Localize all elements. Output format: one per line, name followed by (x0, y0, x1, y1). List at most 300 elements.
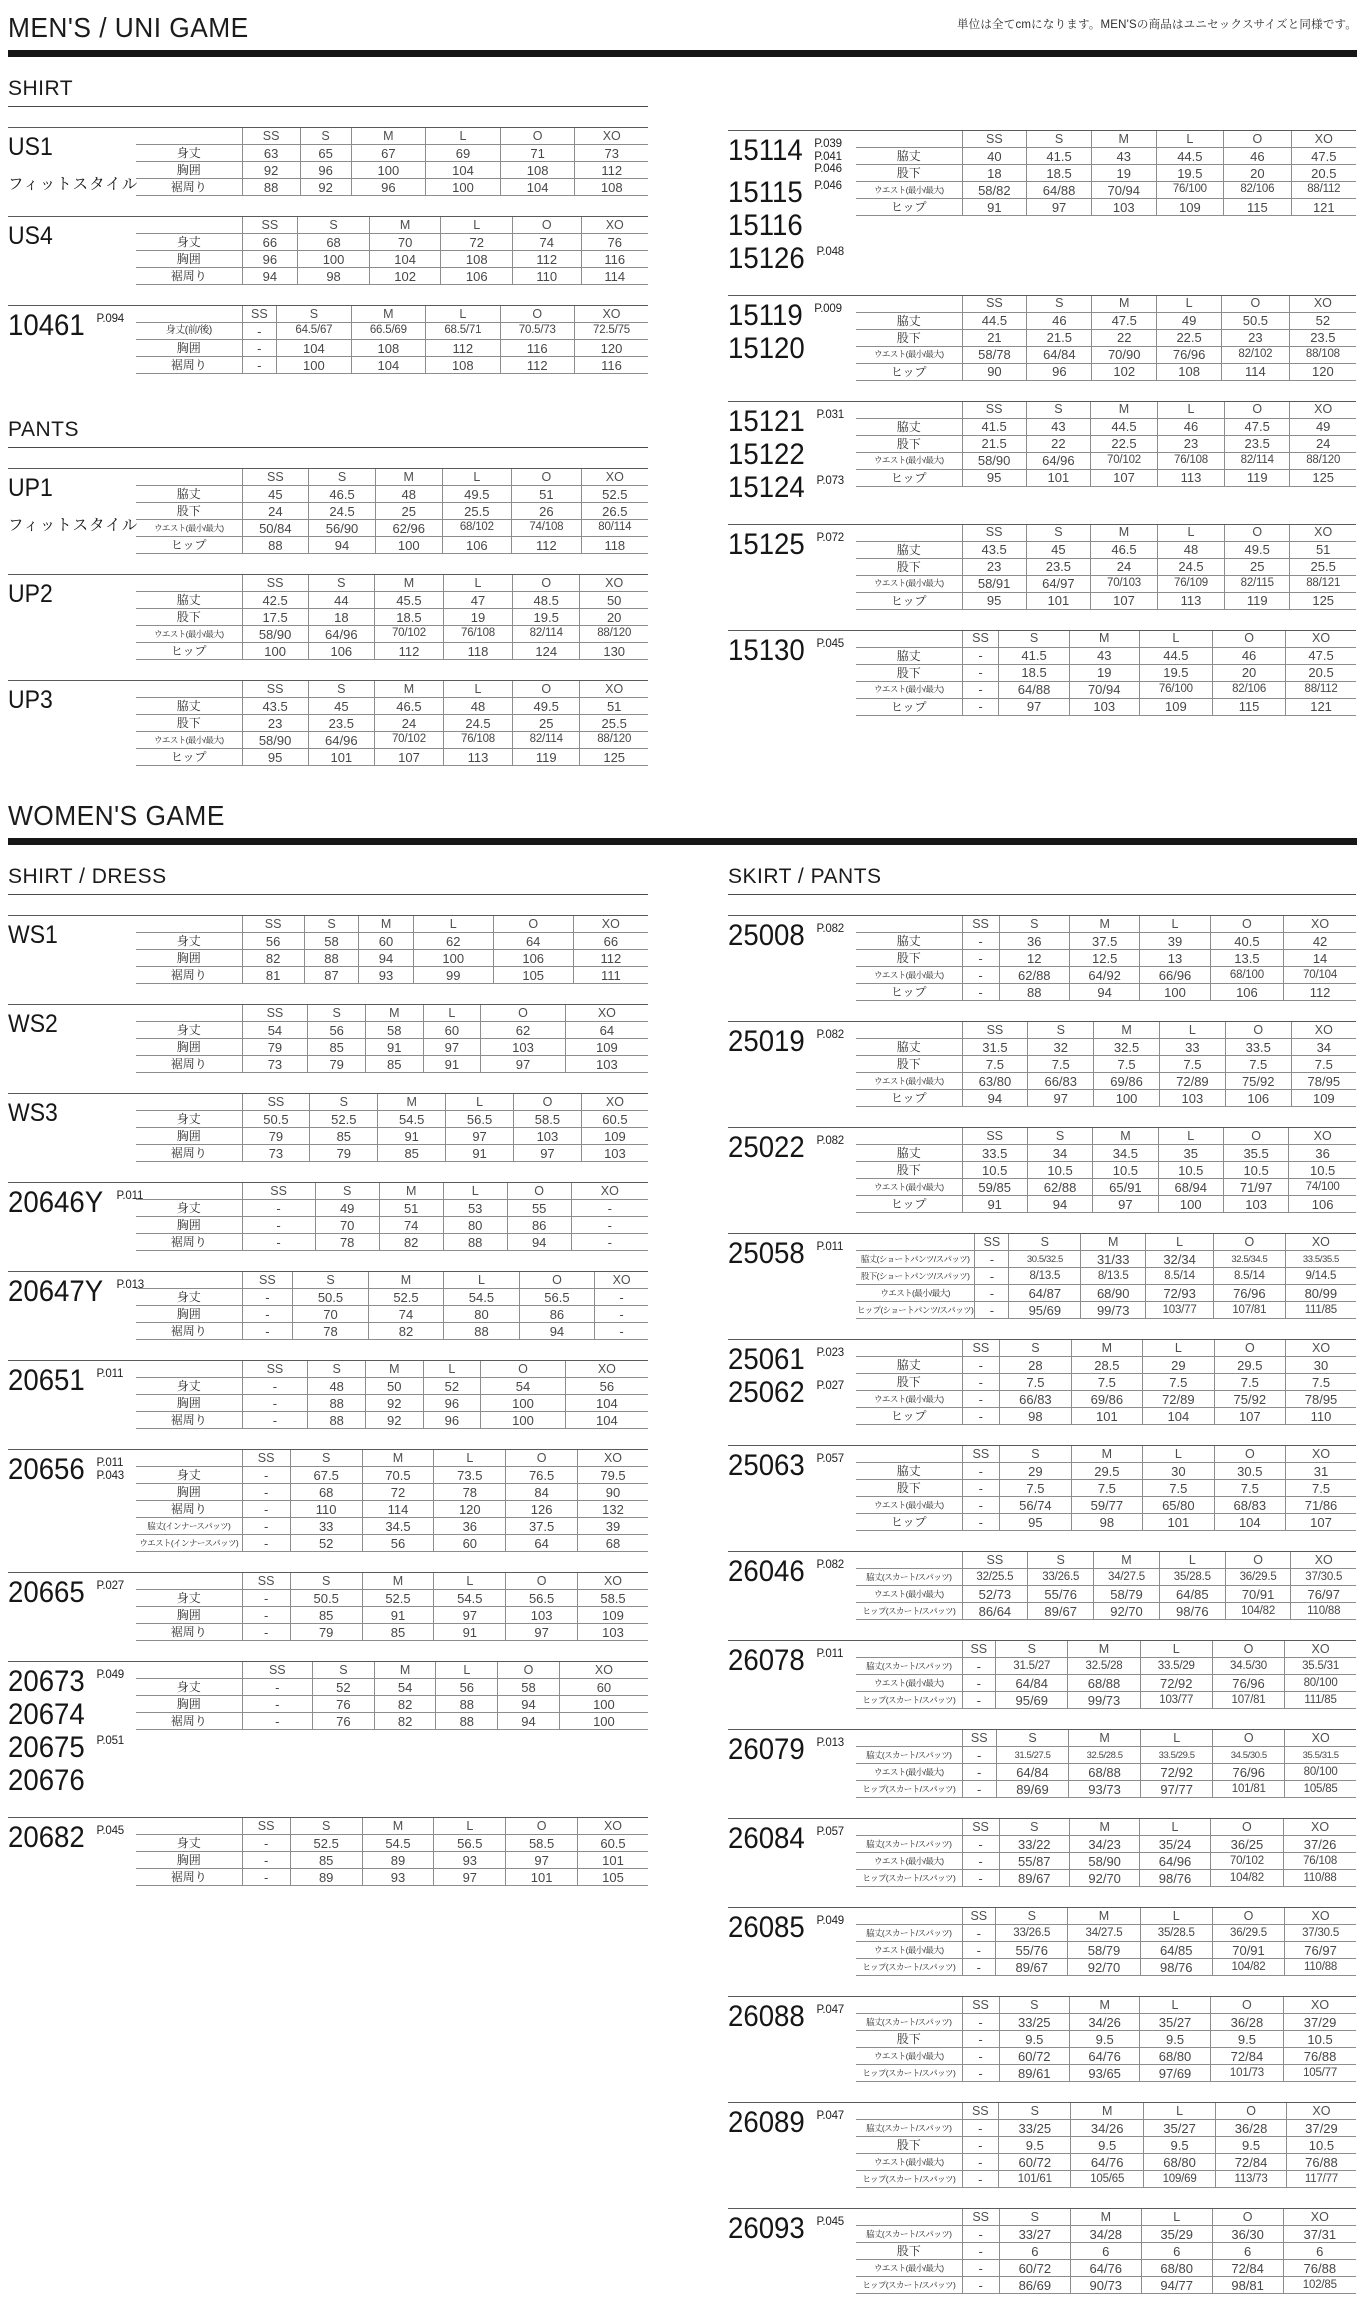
size-header-cell: XO (574, 306, 648, 323)
size-value-cell: 105/65 (1071, 2171, 1143, 2188)
measure-row (856, 1747, 1356, 1764)
size-table-body (136, 234, 648, 285)
size-value-cell: 78 (434, 1484, 506, 1501)
product-block (8, 1182, 648, 1251)
code-row (728, 242, 856, 275)
size-table (136, 1272, 648, 1340)
size-header-corner (136, 1662, 242, 1679)
measure-label: 身丈 (136, 1022, 242, 1039)
measure-row (856, 1692, 1356, 1709)
measure-row (856, 1391, 1356, 1408)
size-value-cell: 92/70 (1068, 1959, 1140, 1976)
size-value-cell: 106 (1210, 984, 1283, 1001)
size-value-cell: 70.5 (362, 1467, 434, 1484)
size-value-cell: 10.5 (1286, 2137, 1356, 2154)
size-value-cell: 19 (1091, 165, 1156, 182)
page-ref: P.094 (96, 313, 125, 326)
page-ref: P.039 (814, 138, 842, 151)
size-value-cell: 74 (513, 234, 582, 251)
measure-row (856, 2226, 1356, 2243)
size-header-row (856, 1819, 1356, 1836)
size-table-head (856, 525, 1356, 542)
size-header-cell: M (369, 217, 441, 234)
size-value-cell: 98/76 (1140, 1959, 1212, 1976)
size-header-cell: O (1225, 1022, 1291, 1039)
size-value-cell: 106 (442, 537, 512, 554)
measure-row (136, 1852, 648, 1869)
size-header-cell: O (1225, 1552, 1291, 1569)
measure-row (856, 469, 1356, 486)
measure-row (136, 1467, 648, 1484)
size-table-head (856, 402, 1356, 419)
product-code: 15124 (728, 470, 805, 504)
product-block (728, 1339, 1356, 1425)
size-value-cell: 107 (1286, 1514, 1356, 1531)
size-value-cell: 43 (1026, 418, 1090, 435)
product-codes (728, 296, 856, 365)
size-value-cell: - (571, 1200, 648, 1217)
size-value-cell: 24.5 (309, 503, 376, 520)
measure-label: ヒップ (856, 1408, 962, 1425)
size-table (856, 1128, 1356, 1213)
size-value-cell: 24.5 (443, 715, 512, 732)
size-header-cell: O (1214, 1340, 1285, 1357)
size-value-cell: 9.5 (999, 2137, 1071, 2154)
size-header-cell: O (1222, 296, 1290, 313)
size-value-cell: 70/104 (1284, 967, 1356, 984)
product-codes (8, 681, 136, 717)
size-header-cell: O (514, 1094, 582, 1111)
product-block (728, 524, 1356, 610)
size-header-row (856, 1128, 1356, 1145)
size-value-cell: 54.5 (378, 1111, 446, 1128)
size-value-cell: 80/100 (1285, 1675, 1356, 1692)
measure-label: 胸囲 (136, 1395, 242, 1412)
size-value-cell: 94 (1069, 984, 1139, 1001)
size-value-cell: 113/73 (1216, 2171, 1287, 2188)
measure-label: ウエスト(最小/最大) (856, 182, 962, 199)
measure-row (856, 165, 1356, 182)
measure-label: 脇丈 (856, 418, 962, 435)
size-header-cell: M (1094, 1552, 1160, 1569)
size-value-cell: 73 (242, 1056, 308, 1073)
size-header-cell: S (304, 916, 358, 933)
page-ref: P.082 (816, 1029, 845, 1042)
size-value-cell: 103 (481, 1039, 566, 1056)
size-value-cell: 8.5/14 (1213, 1268, 1285, 1285)
size-value-cell: 59/85 (962, 1179, 1027, 1196)
size-value-cell: 79 (242, 1039, 308, 1056)
measure-row (856, 363, 1356, 380)
size-value-cell: 10.5 (1289, 1162, 1356, 1179)
size-value-cell: 70.5/73 (500, 323, 574, 340)
size-value-cell: 113 (1158, 592, 1225, 609)
size-value-cell: 120 (434, 1501, 506, 1518)
size-value-cell: 76/108 (443, 732, 512, 749)
size-header-cell: S (1028, 1022, 1094, 1039)
size-header-cell: O (500, 128, 575, 145)
measure-label: 胸囲 (136, 251, 242, 268)
size-value-cell: 78/95 (1291, 1073, 1356, 1090)
product-block (728, 1818, 1356, 1887)
size-value-cell: 66 (242, 234, 298, 251)
size-value-cell: 76.5 (506, 1467, 578, 1484)
measure-row (136, 1607, 648, 1624)
size-value-cell: 43 (1069, 647, 1139, 664)
size-header-cell: M (378, 1094, 446, 1111)
size-value-cell: 118 (581, 537, 648, 554)
size-header-cell: O (1213, 1234, 1285, 1251)
product-codes (728, 2209, 856, 2245)
size-header-cell: O (507, 1183, 571, 1200)
size-value-cell: 50 (580, 592, 648, 609)
size-value-cell: 34/26 (1069, 2014, 1139, 2031)
size-value-cell: 88/120 (1290, 452, 1356, 469)
measure-label: 身丈 (136, 1835, 242, 1852)
size-value-cell: 30.5 (1214, 1463, 1285, 1480)
product-block (728, 1127, 1356, 1213)
size-value-cell: 46 (1212, 647, 1285, 664)
size-value-cell: - (962, 2137, 999, 2154)
size-value-cell: 64/96 (308, 626, 374, 643)
size-header-cell: S (308, 1361, 366, 1378)
size-value-cell: 97 (506, 1852, 578, 1869)
size-header-cell: XO (1290, 402, 1356, 419)
product-block (8, 1449, 648, 1552)
product-block (728, 1729, 1356, 1798)
size-value-cell: 87 (304, 967, 358, 984)
product-code: 26088 (728, 2000, 805, 2034)
size-header-cell: O (513, 575, 580, 592)
product-code: 25022 (728, 1131, 805, 1165)
size-value-cell: 64/84 (996, 1764, 1068, 1781)
measure-row (856, 1925, 1356, 1942)
measure-row (136, 732, 648, 749)
size-header-cell: L (1158, 1128, 1223, 1145)
size-value-cell: 119 (1225, 592, 1290, 609)
size-value-cell: 25.5 (1290, 558, 1356, 575)
size-value-cell: 64/92 (1069, 967, 1139, 984)
measure-row (856, 984, 1356, 1001)
size-value-cell: 88/112 (1286, 681, 1356, 698)
page-ref: P.009 (814, 302, 842, 315)
size-value-cell: 107 (374, 749, 443, 766)
product-codes (8, 128, 139, 194)
size-value-cell: 52.5 (310, 1111, 378, 1128)
product-block (728, 1233, 1356, 1319)
measure-label: 股下 (856, 664, 962, 681)
size-value-cell: 98 (1000, 1408, 1071, 1425)
size-value-cell: 45.5 (374, 592, 443, 609)
size-value-cell: 46.5 (1091, 541, 1158, 558)
size-value-cell: 58.5 (514, 1111, 582, 1128)
size-table (856, 1641, 1356, 1709)
size-value-cell: 107/81 (1212, 1692, 1284, 1709)
size-value-cell: 117/77 (1286, 2171, 1356, 2188)
size-value-cell: 7.5 (1159, 1056, 1225, 1073)
size-value-cell: 41.5 (999, 647, 1069, 664)
size-value-cell: 33.5/29.5 (1141, 1747, 1213, 1764)
subsection-spacer (728, 77, 1356, 110)
size-value-cell: 19 (443, 609, 512, 626)
size-header-cell: O (1223, 1128, 1288, 1145)
size-value-cell: 88 (436, 1696, 498, 1713)
size-value-cell: 95/69 (996, 1692, 1068, 1709)
size-value-cell: 111/85 (1285, 1692, 1356, 1709)
size-header-cell: L (434, 1818, 506, 1835)
size-value-cell: 30.5/32.5 (1009, 1251, 1081, 1268)
measure-row (856, 2065, 1356, 2082)
size-header-cell: XO (565, 1361, 648, 1378)
measure-row (136, 179, 648, 196)
size-value-cell: 72/84 (1212, 2260, 1283, 2277)
size-value-cell: 97 (423, 1039, 481, 1056)
size-value-cell: 59/77 (1071, 1497, 1142, 1514)
size-value-cell: 24 (242, 503, 309, 520)
measure-label: ウエスト(最小/最大) (856, 1853, 962, 1870)
size-value-cell: 41.5 (1027, 148, 1092, 165)
measure-row (136, 1484, 648, 1501)
size-header-cell: SS (962, 1908, 996, 1925)
product-code: 20682 (8, 1821, 85, 1855)
size-table-head (136, 575, 648, 592)
measure-label: 股下 (856, 2243, 962, 2260)
size-header-cell: M (1069, 1819, 1139, 1836)
size-value-cell: 7.5 (1214, 1374, 1285, 1391)
size-value-cell: 50.5 (242, 1111, 310, 1128)
measure-label: 脇丈 (136, 698, 242, 715)
size-value-cell: 10.5 (1027, 1162, 1092, 1179)
size-header-corner (856, 1997, 962, 2014)
measure-label: 身丈 (136, 1111, 242, 1128)
size-value-cell: - (962, 2031, 999, 2048)
measure-label: ヒップ (136, 537, 242, 554)
product-code: 25019 (728, 1025, 805, 1059)
page-refs (96, 1731, 124, 1748)
measure-label: 身丈 (136, 1590, 242, 1607)
product-block (8, 915, 648, 984)
size-header-corner (856, 131, 962, 148)
size-value-cell: 30 (1143, 1463, 1214, 1480)
measure-label: ヒップ(スカート/スパッツ) (856, 1870, 962, 1887)
size-header-row (856, 1997, 1356, 2014)
size-value-cell: 18 (962, 165, 1027, 182)
page-ref: P.082 (816, 1135, 845, 1148)
size-value-cell: 58 (304, 933, 358, 950)
product-code: 15120 (728, 331, 805, 365)
size-header-corner (856, 631, 962, 648)
measure-label: 裾周り (136, 1056, 242, 1073)
measure-row (856, 1853, 1356, 1870)
measure-row (856, 1145, 1356, 1162)
size-header-corner (136, 469, 242, 486)
size-table (856, 402, 1356, 487)
product-block (728, 630, 1356, 716)
size-value-cell: - (242, 1395, 308, 1412)
size-value-cell: 49 (1290, 418, 1356, 435)
size-value-cell: 106 (441, 268, 513, 285)
page-refs (816, 919, 844, 936)
product-code: 15115 (728, 175, 803, 209)
size-header-cell: O (500, 306, 574, 323)
size-value-cell: 33 (290, 1518, 362, 1535)
size-value-cell: 64/88 (1027, 182, 1092, 199)
size-value-cell: - (962, 933, 999, 950)
size-value-cell: - (242, 1713, 313, 1730)
size-value-cell: 111/85 (1285, 1302, 1356, 1319)
size-header-cell: SS (962, 2209, 999, 2226)
size-value-cell: 56/74 (1000, 1497, 1071, 1514)
size-value-cell: - (242, 1234, 315, 1251)
product-codes (728, 1997, 856, 2033)
size-value-cell: 54 (481, 1378, 566, 1395)
size-value-cell: 101 (1071, 1408, 1142, 1425)
size-value-cell: 62/88 (1027, 1179, 1092, 1196)
measure-label: 脇丈(スカート/スパッツ) (856, 2226, 962, 2243)
size-value-cell: 64/85 (1140, 1942, 1212, 1959)
size-header-cell: L (1143, 2103, 1215, 2120)
size-value-cell: 99/73 (1081, 1302, 1146, 1319)
size-value-cell: - (962, 2120, 999, 2137)
size-value-cell: 43.5 (962, 541, 1026, 558)
size-value-cell: 108 (500, 162, 575, 179)
size-header-cell: L (1159, 1022, 1225, 1039)
size-value-cell: 63/80 (962, 1073, 1028, 1090)
size-value-cell: - (242, 340, 277, 357)
measure-label: ウエスト(最小/最大) (856, 575, 962, 592)
product-block (8, 305, 648, 374)
size-value-cell: 114 (362, 1501, 434, 1518)
size-value-cell: 66/83 (1028, 1073, 1094, 1090)
size-value-cell: - (962, 967, 999, 984)
size-value-cell: 54.5 (434, 1590, 506, 1607)
size-header-cell: XO (1286, 1340, 1356, 1357)
size-value-cell: 79 (308, 1056, 366, 1073)
size-header-corner (136, 1573, 242, 1590)
size-value-cell: 99 (413, 967, 493, 984)
section-title: WOMEN'S GAME (8, 800, 225, 832)
size-value-cell: 95 (962, 469, 1026, 486)
size-value-cell: 103 (506, 1607, 578, 1624)
size-header-row (136, 681, 648, 698)
size-header-cell: O (1212, 2209, 1283, 2226)
size-header-cell: XO (1284, 916, 1356, 933)
size-value-cell: 71 (500, 145, 575, 162)
size-value-cell: 82 (374, 1696, 436, 1713)
product-code: 15121 (728, 404, 805, 438)
size-table-body (136, 1289, 648, 1340)
size-header-row (136, 128, 648, 145)
measure-label: ウエスト(最小/最大) (136, 626, 242, 643)
size-value-cell: - (962, 1747, 996, 1764)
size-value-cell: - (962, 1870, 999, 1887)
size-value-cell: 23.5 (1026, 558, 1090, 575)
size-header-corner (136, 1005, 242, 1022)
column (728, 865, 1356, 2294)
size-value-cell: 21 (962, 329, 1027, 346)
product-codes (8, 1272, 145, 1309)
size-value-cell: 82 (379, 1234, 443, 1251)
size-value-cell: 119 (1225, 469, 1290, 486)
size-chart-content (8, 12, 1369, 2294)
size-value-cell: 36 (1289, 1145, 1356, 1162)
product-code: UP1 (8, 474, 53, 503)
size-value-cell: 19 (1069, 664, 1139, 681)
size-table-body (856, 1251, 1356, 1319)
size-value-cell: 89/69 (996, 1781, 1068, 1798)
size-value-cell: 58/78 (962, 346, 1027, 363)
size-value-cell: 130 (580, 643, 648, 660)
measure-row (136, 503, 648, 520)
size-value-cell: 94 (1027, 1196, 1092, 1213)
product-block (728, 1445, 1356, 1531)
size-table-head (856, 1340, 1356, 1357)
size-header-row (856, 2209, 1356, 2226)
size-value-cell: 56.5 (506, 1590, 578, 1607)
product-code: 26046 (728, 1555, 805, 1589)
size-table (856, 631, 1356, 716)
size-header-row (856, 1234, 1356, 1251)
size-value-cell: 97 (999, 698, 1069, 715)
size-value-cell: 91 (362, 1607, 434, 1624)
size-value-cell: 72/92 (1140, 1675, 1212, 1692)
product-code: US4 (8, 222, 53, 251)
size-table (136, 1573, 648, 1641)
code-row (8, 1764, 136, 1797)
product-code: 15114 (728, 134, 803, 168)
size-value-cell: 92 (365, 1395, 423, 1412)
size-header-cell: O (1213, 1730, 1285, 1747)
page-refs (816, 1555, 844, 1572)
size-header-row (136, 1272, 648, 1289)
size-value-cell: - (962, 1692, 996, 1709)
size-table-body (856, 1357, 1356, 1425)
size-value-cell: 64/87 (1009, 1285, 1081, 1302)
size-value-cell: 58/90 (242, 732, 308, 749)
measure-row (136, 1713, 648, 1730)
product-codes (728, 1022, 856, 1058)
measure-row (136, 1378, 648, 1395)
size-value-cell: 70/94 (1091, 182, 1156, 199)
size-value-cell: 36/29.5 (1225, 1569, 1291, 1586)
size-value-cell: 109/69 (1143, 2171, 1215, 2188)
size-header-cell: XO (1284, 1819, 1356, 1836)
size-value-cell: 7.5 (1143, 1374, 1214, 1391)
size-value-cell: 30 (1286, 1357, 1356, 1374)
size-value-cell: 97 (514, 1145, 582, 1162)
size-header-row (856, 2103, 1356, 2120)
size-value-cell: 92/70 (1094, 1603, 1160, 1620)
size-value-cell: 103 (581, 1145, 648, 1162)
code-row (8, 1453, 136, 1486)
measure-row (856, 933, 1356, 950)
size-value-cell: 19.5 (513, 609, 580, 626)
size-table-head (856, 1128, 1356, 1145)
size-value-cell: 88 (304, 950, 358, 967)
size-value-cell: 89/67 (996, 1959, 1068, 1976)
size-header-cell: O (1214, 1446, 1285, 1463)
size-value-cell: 73 (242, 1145, 310, 1162)
size-value-cell: 7.5 (1071, 1374, 1142, 1391)
size-table (856, 525, 1356, 610)
size-value-cell: 114 (1222, 363, 1290, 380)
size-value-cell: 88 (242, 537, 309, 554)
size-value-cell: 68 (298, 234, 370, 251)
size-header-cell: SS (242, 217, 298, 234)
size-value-cell: 7.5 (1286, 1480, 1356, 1497)
size-table (856, 296, 1356, 381)
product-code: WS3 (8, 1099, 58, 1128)
